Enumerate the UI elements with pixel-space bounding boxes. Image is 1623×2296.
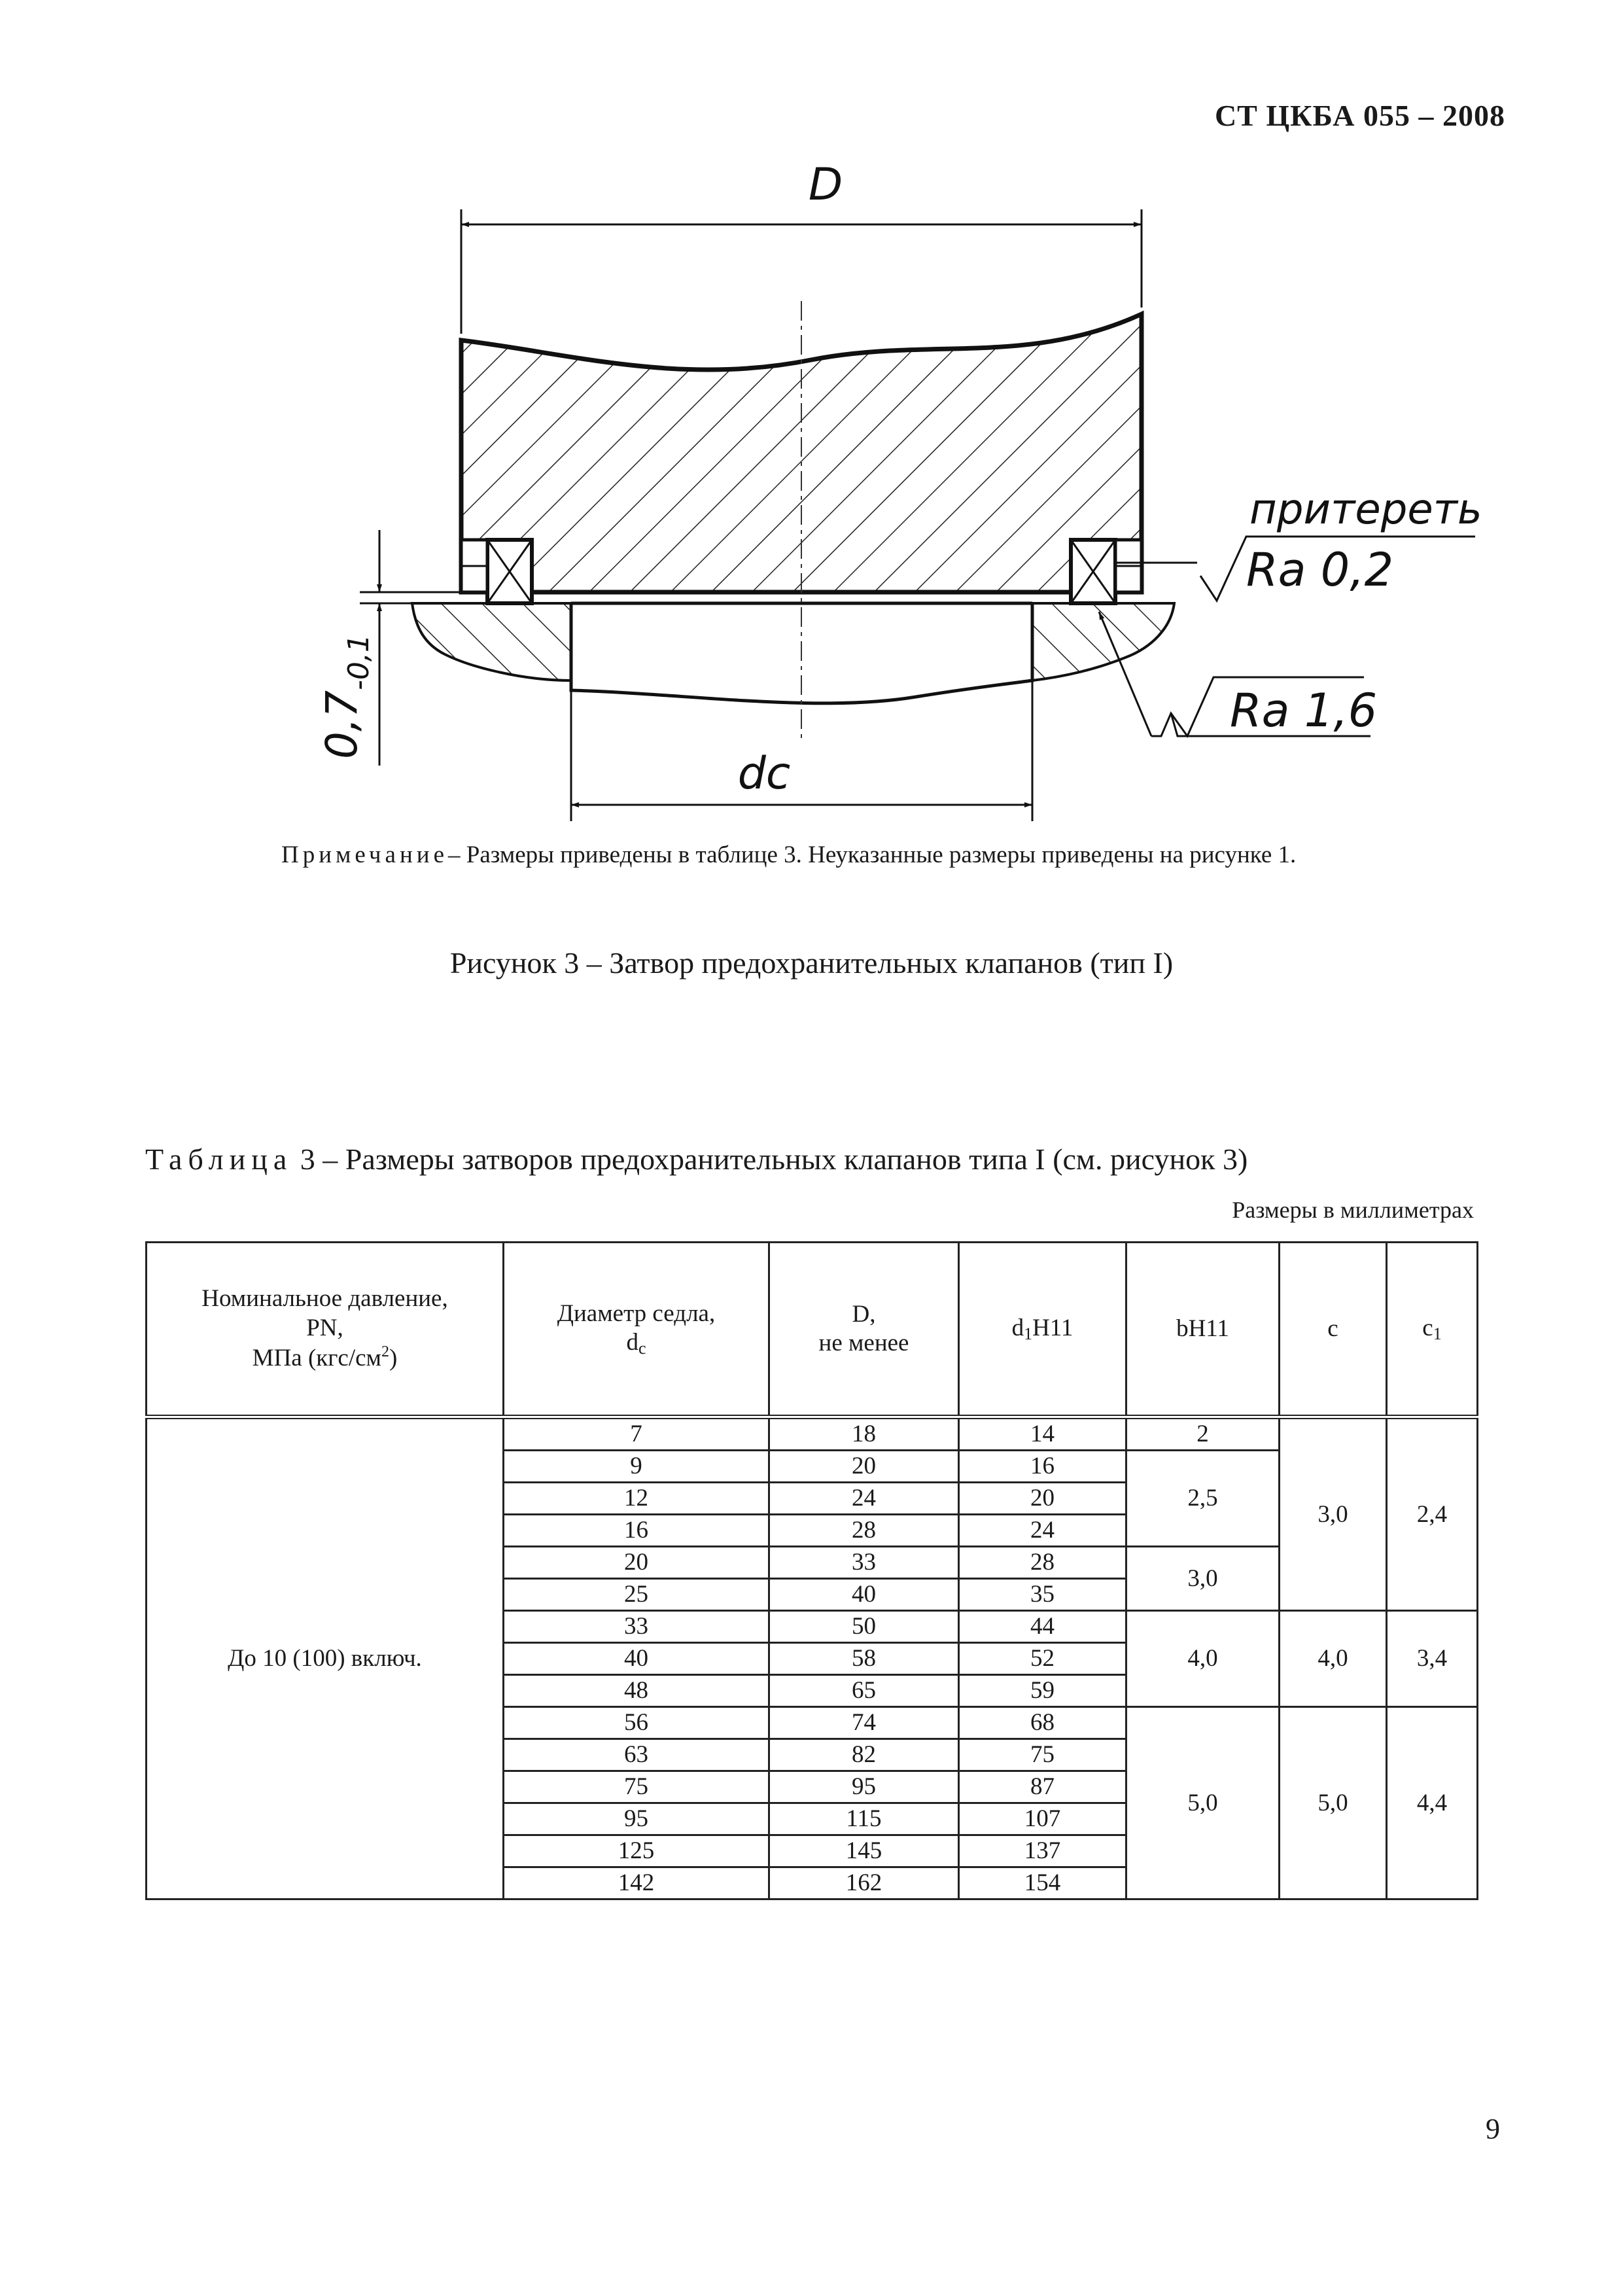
- document-code: СТ ЦКБА 055 – 2008: [1214, 99, 1505, 132]
- table-title-prefix: Таблица: [145, 1142, 293, 1176]
- lap-label: притереть: [1249, 486, 1482, 534]
- surface-finish-top: [1115, 486, 1482, 601]
- table-row: 48 65 59: [147, 1675, 1478, 1707]
- table-row: 142 162 154: [147, 1867, 1478, 1899]
- note-text: – Размеры приведены в таблице 3. Неуказанные размеры приведены на рисунке 1.: [448, 841, 1297, 868]
- seat-right: [1032, 603, 1174, 680]
- note-prefix: Примечание: [281, 841, 448, 868]
- table-title: [145, 1142, 1248, 1176]
- header-c1: $c_1$: [1387, 1243, 1478, 1417]
- table-row: 12 24 20: [147, 1483, 1478, 1515]
- svg-text:0,7-0,1: [317, 634, 375, 759]
- header-seat-diameter: Диаметр седла, $d_с$: [504, 1243, 769, 1417]
- table-units: Размеры в миллиметрах: [1232, 1197, 1474, 1223]
- figure-note: [281, 841, 1296, 869]
- pressure-cell: До 10 (100) включ.: [147, 1417, 504, 1899]
- dim-label-thickness: 0,7: [317, 690, 367, 759]
- table-row: 20 33 28 3,0: [147, 1547, 1478, 1579]
- table-row: 33 50 44 4,0 4,0 3,4: [147, 1611, 1478, 1643]
- table-title-text: 3 – Размеры затворов предохранительных клапанов типа I (см. рисунок 3): [300, 1142, 1248, 1176]
- seal-ring-right: [1071, 540, 1142, 603]
- table-row: 25 40 35: [147, 1579, 1478, 1611]
- table-row: 75 95 87: [147, 1771, 1478, 1803]
- seal-ring-left: [461, 540, 532, 603]
- table-row: 63 82 75: [147, 1739, 1478, 1771]
- seal-drawing: [0, 0, 1623, 870]
- figure-caption: Рисунок 3 – Затвор предохранительных клапанов (тип I): [449, 946, 1174, 980]
- dim-label-dc: dc: [737, 748, 791, 800]
- table-row: 9 20 16 2,5: [147, 1451, 1478, 1483]
- header-b: bH11: [1126, 1243, 1280, 1417]
- table-row: До 10 (100) включ. 7 18 14 2 3,0 2,4: [147, 1417, 1478, 1451]
- dimensions-table: [145, 1241, 1478, 1900]
- dim-label-D: D: [808, 159, 843, 211]
- seat-left: [412, 603, 571, 680]
- table-row: 56 74 68 5,0 5,0 4,4: [147, 1707, 1478, 1739]
- table-header-row: [147, 1243, 1478, 1417]
- table-row: 125 145 137: [147, 1835, 1478, 1867]
- header-c: c: [1280, 1243, 1387, 1417]
- table-row: 16 28 24: [147, 1515, 1478, 1547]
- table-row: 95 115 107: [147, 1803, 1478, 1835]
- ra-bottom-label: Ra 1,6: [1230, 684, 1378, 737]
- dim-label-thickness-tolerance: -0,1: [342, 634, 375, 691]
- page-number: 9: [1486, 2113, 1500, 2145]
- header-D: D, не менее: [769, 1243, 959, 1417]
- header-pressure: Номинальное давление, PN, МПа $(кгс/см^2)$: [147, 1243, 504, 1417]
- table-row: 40 58 52: [147, 1643, 1478, 1675]
- ra-top-label: Ra 0,2: [1246, 543, 1394, 597]
- header-d1: $d_1H11$: [959, 1243, 1126, 1417]
